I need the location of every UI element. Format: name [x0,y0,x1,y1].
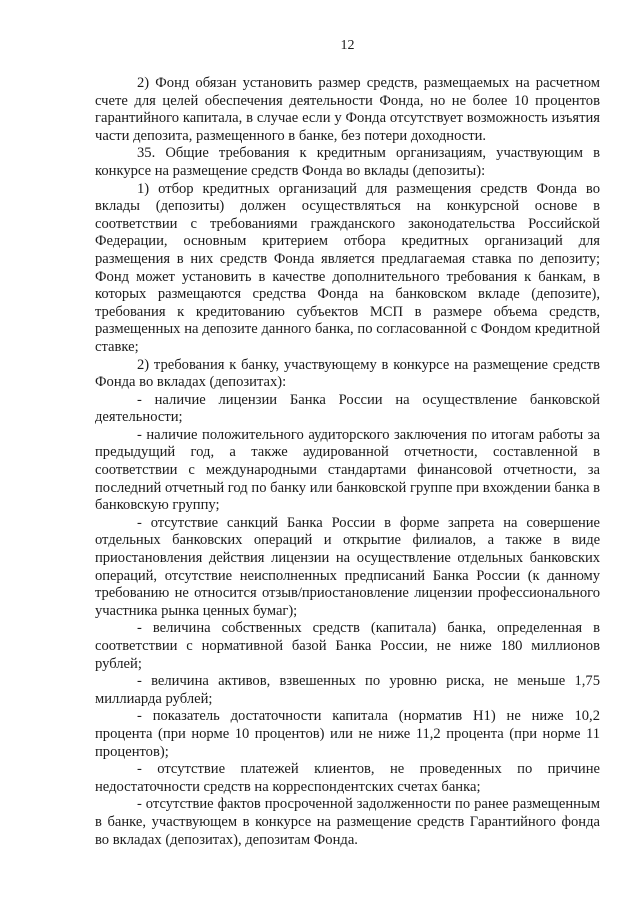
paragraph-35-general-requirements: 35. Общие требования к кредитным организациям, участвующим в конкурсе на размещение средств Фонда во вклады (депозиты): [95,145,600,179]
requirement-own-funds: - величина собственных средств (капитала) банка, определенная в соответствии с нормативной базой Банка России, не ниже 180 миллионов рублей; [95,620,600,672]
requirement-no-unprocessed-payments: - отсутствие платежей клиентов, не проведенных по причине недостаточности средств на корреспондентских счетах банка; [95,761,600,795]
requirement-license: - наличие лицензии Банка России на осуществление банковской деятельности; [95,391,600,426]
paragraph-2-bank-requirements: 2) требования к банку, участвующему в конкурсе на размещение средств Фонда во вкладах (депозитах): [95,356,600,391]
requirement-capital-adequacy: - показатель достаточности капитала (норматив Н1) не ниже 10,2 процента (при норме 10 процентов) или не ниже 11,2 процента (при норме 11 процентов); [95,708,600,760]
requirement-no-overdue-debt: - отсутствие фактов просроченной задолженности по ранее размещенным в банке, участвующем в конкурсе на размещение средств Гарантийного фонда во вкладах (депозитах), депозитам Фонда. [95,796,600,848]
paragraph-1-selection-of-credit-organizations: 1) отбор кредитных организаций для размещения средств Фонда во вклады (депозиты) должен осуществляться на конкурсной основе в соответствии с требованиями гражданского законодательства Российской Федерации, основным критерием отбора кредитных организаций для размещения в них средств Фонда является предлагаемая ставка по депозиту; Фонд может установить в качестве дополнительного требования к банкам, в которых размещаются средства Фонда на банковском вкладе (депозите), требования к кредитованию субъектов МСП в размере объема средств, размещенных на депозите данного банка, по согласованной с Фондом кредитной ставке; [95,180,600,355]
page-number: 12 [340,38,355,53]
document-body [95,75,600,849]
requirement-audit-opinion: - наличие положительного аудиторского заключения по итогам работы за предыдущий год, а также аудированной отчетности, составленной в соответствии с международными стандартами финансовой отчетности, за последний отчетный год по банку или банковской группе при вхождении банка в банковскую группу; [95,426,600,514]
requirement-risk-weighted-assets: - величина активов, взвешенных по уровню риска, не меньше 1,75 миллиарда рублей; [95,673,600,707]
paragraph-2-fund-obligation: 2) Фонд обязан установить размер средств, размещаемых на расчетном счете для целей обеспечения деятельности Фонда, но не более 10 процентов гарантийного капитала, в случае если у Фонда отсутствует возможность изъятия части депозита, размещенного в банке, без потери доходности. [95,75,600,144]
requirement-no-sanctions: - отсутствие санкций Банка России в форме запрета на совершение отдельных банковских операций и открытие филиалов, а также в виде приостановления действия лицензии на осуществление отдельных банковских операций, отсутствие неисполненных предписаний Банка России (к данному требованию не относится отзыв/приостановление лицензии профессионального участника рынка ценных бумаг); [95,514,600,619]
